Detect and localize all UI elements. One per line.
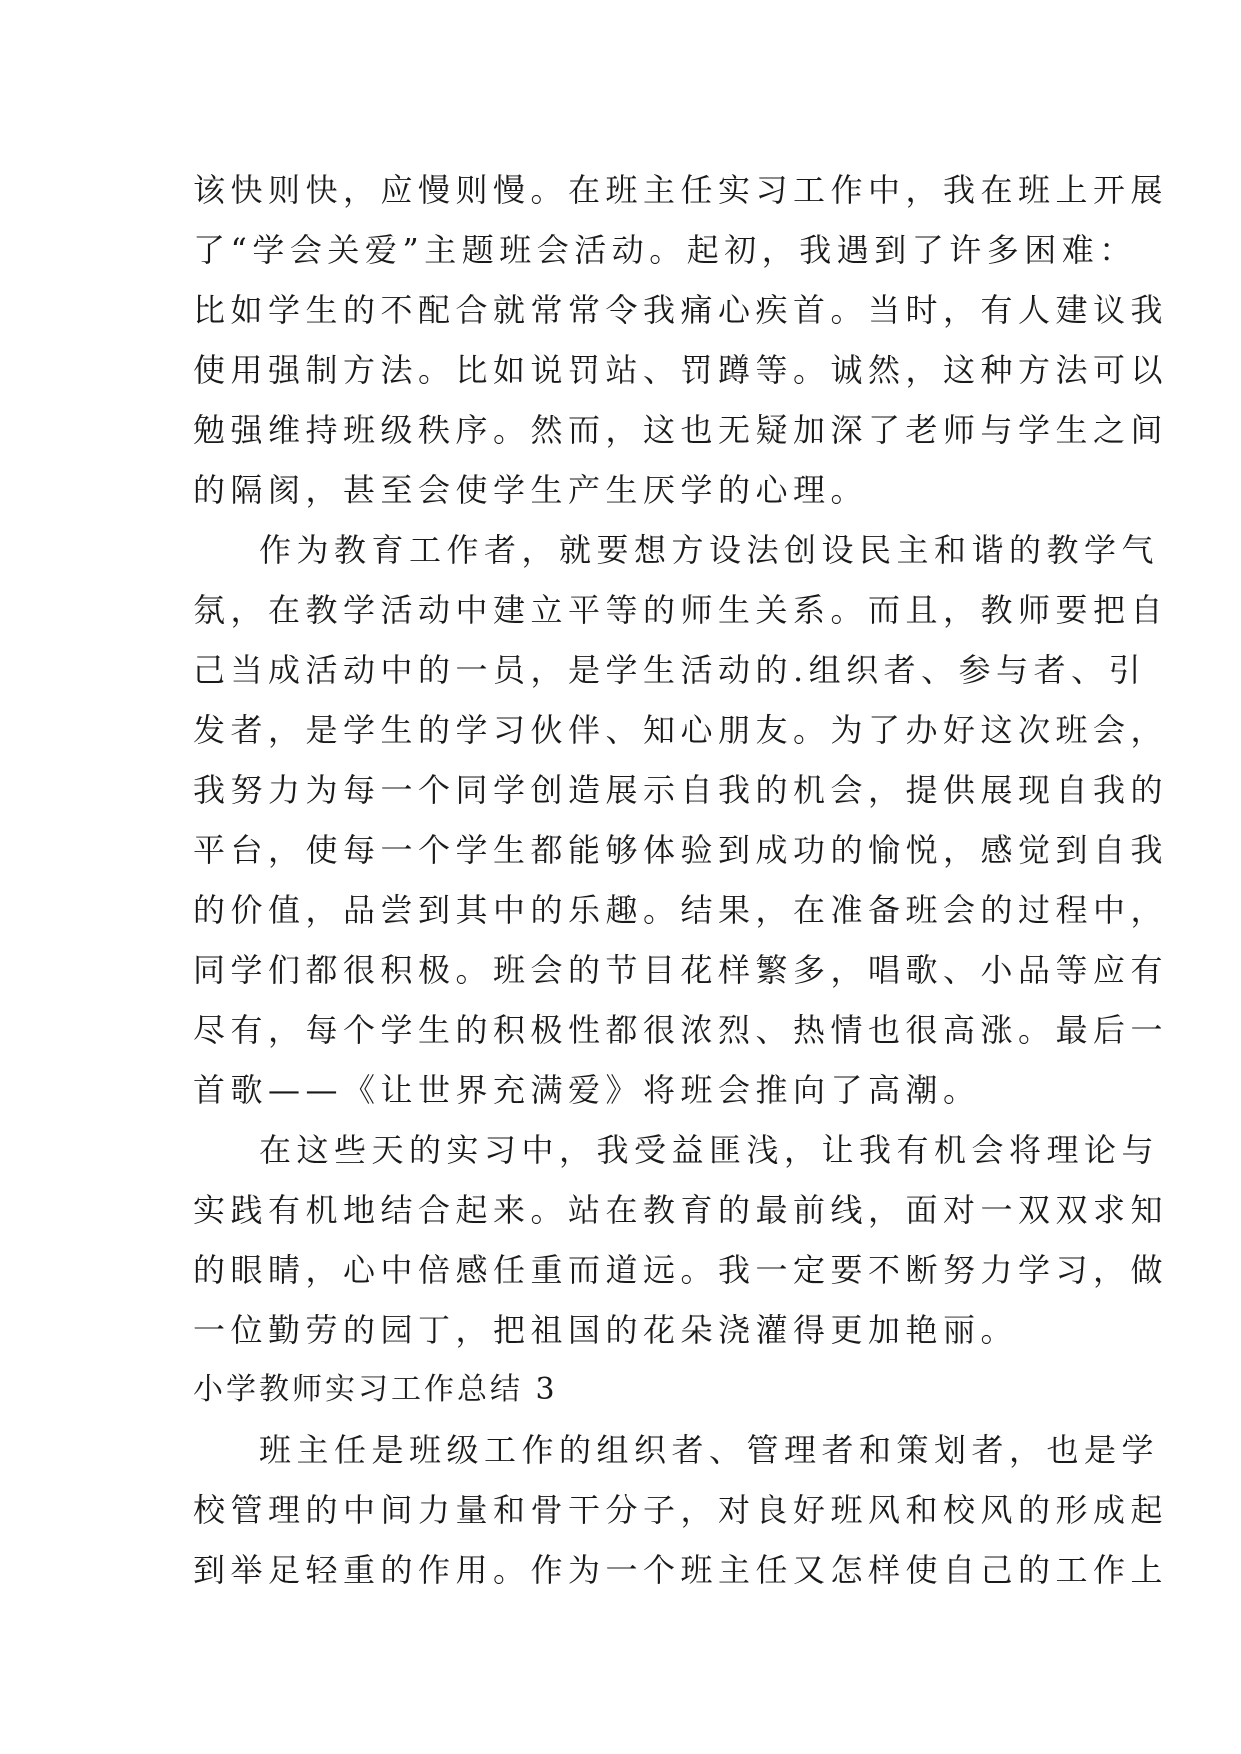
text-line: 的眼睛，心中倍感任重而道远。我一定要不断努力学习，做 — [193, 1251, 1169, 1289]
text-line: 平台，使每一个学生都能够体验到成功的愉悦，感觉到自我 — [193, 831, 1169, 869]
text-line: 我努力为每一个同学创造展示自我的机会，提供展现自我的 — [193, 771, 1169, 809]
text-line: 使用强制方法。比如说罚站、罚蹲等。诚然，这种方法可以 — [193, 351, 1169, 389]
text-line: 氛，在教学活动中建立平等的师生关系。而且，教师要把自 — [193, 591, 1169, 629]
text-line: 首歌——《让世界充满爱》将班会推向了高潮。 — [193, 1071, 981, 1109]
text-line: 了“学会关爱”主题班会活动。起初，我遇到了许多困难： — [193, 231, 1137, 269]
text-line: 己当成活动中的一员，是学生活动的.组织者、参与者、引 — [193, 651, 1147, 689]
text-line: 的隔阂，甚至会使学生产生厌学的心理。 — [193, 471, 869, 509]
paragraph-2 — [193, 520, 1169, 1120]
paragraph-4 — [193, 1420, 1169, 1600]
text-line: 作为教育工作者，就要想方设法创设民主和谐的教学气 — [259, 531, 1160, 569]
text-line: 比如学生的不配合就常常令我痛心疾首。当时，有人建议我 — [193, 291, 1169, 329]
paragraph-3 — [193, 1120, 1169, 1360]
paragraph-1 — [193, 160, 1169, 520]
text-line: 一位勤劳的园丁，把祖国的花朵浇灌得更加艳丽。 — [193, 1311, 1019, 1349]
text-line: 发者，是学生的学习伙伴、知心朋友。为了办好这次班会， — [193, 711, 1169, 749]
text-line: 实践有机地结合起来。站在教育的最前线，面对一双双求知 — [193, 1191, 1169, 1229]
text-line: 该快则快，应慢则慢。在班主任实习工作中，我在班上开展 — [193, 171, 1169, 209]
text-line: 校管理的中间力量和骨干分子，对良好班风和校风的形成起 — [193, 1491, 1169, 1529]
text-line: 勉强维持班级秩序。然而，这也无疑加深了老师与学生之间 — [193, 411, 1169, 449]
text-line: 尽有，每个学生的积极性都很浓烈、热情也很高涨。最后一 — [193, 1011, 1169, 1049]
text-line: 在这些天的实习中，我受益匪浅，让我有机会将理论与 — [259, 1131, 1160, 1169]
section-heading: 小学教师实习工作总结 3 — [193, 1372, 558, 1407]
text-line: 班主任是班级工作的组织者、管理者和策划者，也是学 — [259, 1431, 1160, 1469]
document-body — [193, 160, 1169, 1600]
text-line: 的价值，品尝到其中的乐趣。结果，在准备班会的过程中， — [193, 891, 1169, 929]
text-line: 同学们都很积极。班会的节目花样繁多，唱歌、小品等应有 — [193, 951, 1169, 989]
text-line: 到举足轻重的作用。作为一个班主任又怎样使自己的工作上 — [193, 1551, 1169, 1589]
